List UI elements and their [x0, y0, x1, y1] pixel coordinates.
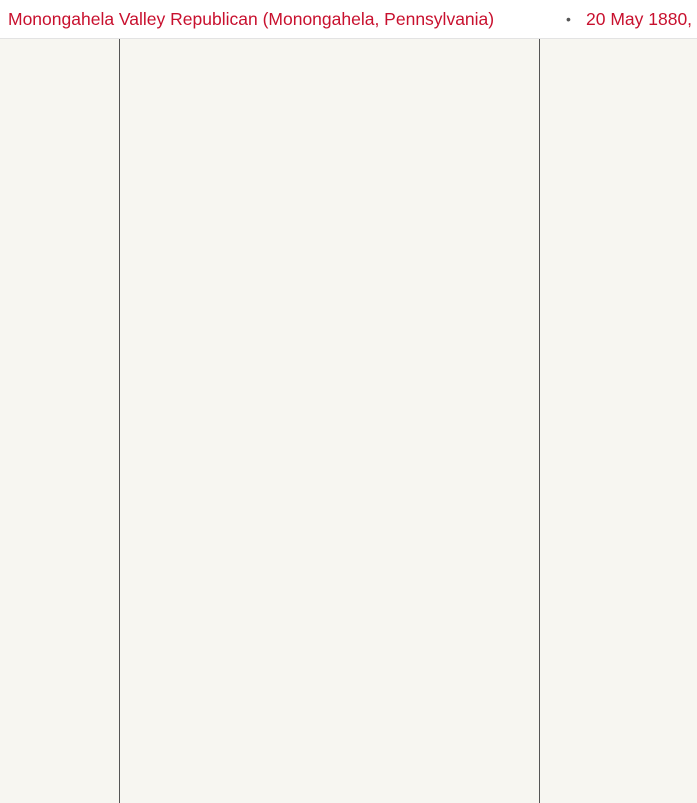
column-rule-left — [119, 39, 120, 803]
publication-title[interactable]: Monongahela Valley Republican (Monongahela, Pennsylvania) — [8, 9, 495, 29]
publication-date[interactable]: 20 May 1880, — [586, 9, 693, 29]
column-rule-right — [539, 39, 540, 803]
header-separator: • — [566, 11, 571, 27]
newspaper-page — [0, 39, 697, 803]
clipping-header — [0, 0, 697, 39]
